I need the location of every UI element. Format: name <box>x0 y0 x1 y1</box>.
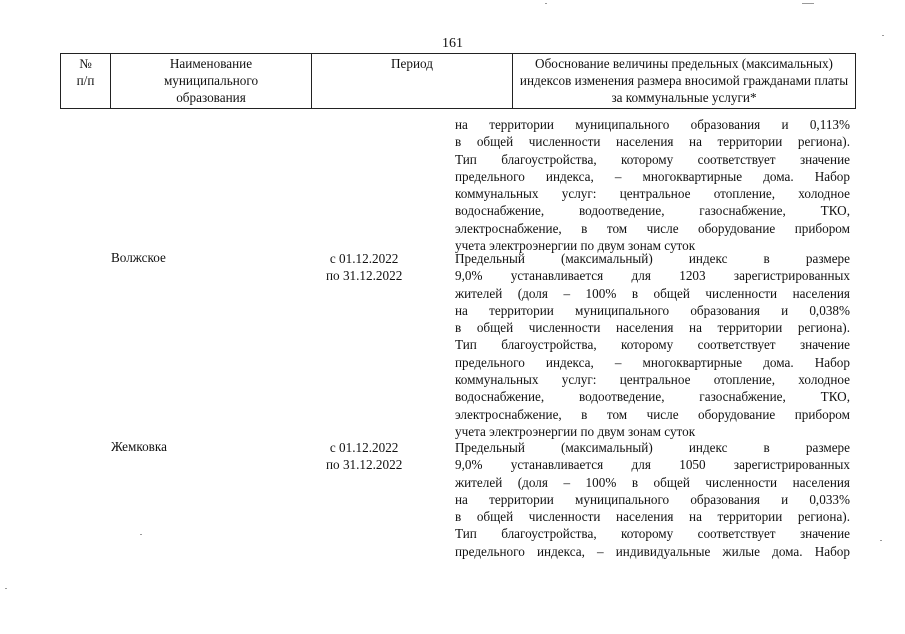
text-line: на территории муниципального образования и 0,038% <box>455 302 850 318</box>
scan-speck <box>880 540 882 541</box>
header-name-line: муниципального <box>163 73 259 88</box>
text-line: предельного индекса, – индивидуальные жилые дома. Набор <box>455 543 850 559</box>
table-header <box>60 53 856 109</box>
period-to: по 31.12.2022 <box>326 457 403 473</box>
text-line: Предельный (максимальный) индекс в размере <box>455 251 850 266</box>
header-num-line: № <box>79 56 92 71</box>
municipality-name: Жемковка <box>111 439 167 454</box>
scan-speck <box>5 588 7 589</box>
header-period <box>312 54 513 108</box>
header-name-line: образования <box>176 90 246 105</box>
period <box>326 250 402 285</box>
header-num <box>61 54 111 108</box>
text-line: жителей (доля – 100% в общей численности населения <box>455 474 850 490</box>
text-line: водоснабжение, водоотведение, газоснабжение, ТКО, <box>455 203 850 219</box>
text-line: в общей численности населения на территории региона). <box>455 134 850 150</box>
period-to: по 31.12.2022 <box>326 268 403 284</box>
page-number: 161 <box>442 36 463 51</box>
text-line: электроснабжение, в том числе оборудование прибором <box>455 406 850 422</box>
text-line: в общей численности населения на территории региона). <box>455 320 850 336</box>
text-line: 9,0% устанавливается для 1050 зарегистрированных <box>455 457 850 473</box>
scan-speck <box>140 534 142 535</box>
period-from: с 01.12.2022 <box>329 251 399 266</box>
basis-text <box>455 250 850 440</box>
basis-text <box>455 439 850 560</box>
municipality-name: Волжское <box>111 250 166 265</box>
text-line: Предельный (максимальный) индекс в размере <box>455 440 850 455</box>
header-name-line: Наименование <box>169 56 253 71</box>
header-municipality <box>111 54 312 108</box>
text-line: Тип благоустройства, которому соответствует значение <box>455 526 850 542</box>
text-line: предельного индекса, – многоквартирные дома. Набор <box>455 168 850 184</box>
text-line: коммунальных услуг: центральное отопление, холодное <box>455 186 850 202</box>
text-line: предельного индекса, – многоквартирные дома. Набор <box>455 354 850 370</box>
text-line: на территории муниципального образования и 0,113% <box>455 117 850 132</box>
header-basis-line: Обоснование величины предельных (максимальных) <box>535 56 833 71</box>
text-line: коммунальных услуг: центральное отопление, холодное <box>455 372 850 388</box>
scan-speck <box>882 35 884 36</box>
header-basis-line: индексов изменения размера вносимой гражданами платы <box>519 73 849 88</box>
text-line: учета электроэнергии по двум зонам суток <box>455 423 696 439</box>
text-line: учета электроэнергии по двум зонам суток <box>455 238 696 254</box>
header-num-line: п/п <box>76 73 95 88</box>
scan-speck <box>802 3 814 4</box>
header-period-line: Период <box>391 56 433 71</box>
scan-speck <box>545 3 547 4</box>
text-line: в общей численности населения на территории региона). <box>455 509 850 525</box>
text-line: 9,0% устанавливается для 1203 зарегистрированных <box>455 268 850 284</box>
text-line: электроснабжение, в том числе оборудование прибором <box>455 220 850 236</box>
text-line: на территории муниципального образования и 0,033% <box>455 491 850 507</box>
header-basis <box>513 54 855 108</box>
text-line: Тип благоустройства, которому соответствует значение <box>455 151 850 167</box>
text-line: водоснабжение, водоотведение, газоснабжение, ТКО, <box>455 389 850 405</box>
period-from: с 01.12.2022 <box>329 440 399 455</box>
header-basis-line: за коммунальные услуги* <box>611 90 757 105</box>
text-line: жителей (доля – 100% в общей численности населения <box>455 285 850 301</box>
period <box>326 439 402 474</box>
text-line: Тип благоустройства, которому соответствует значение <box>455 337 850 353</box>
continuation-text <box>455 116 850 254</box>
